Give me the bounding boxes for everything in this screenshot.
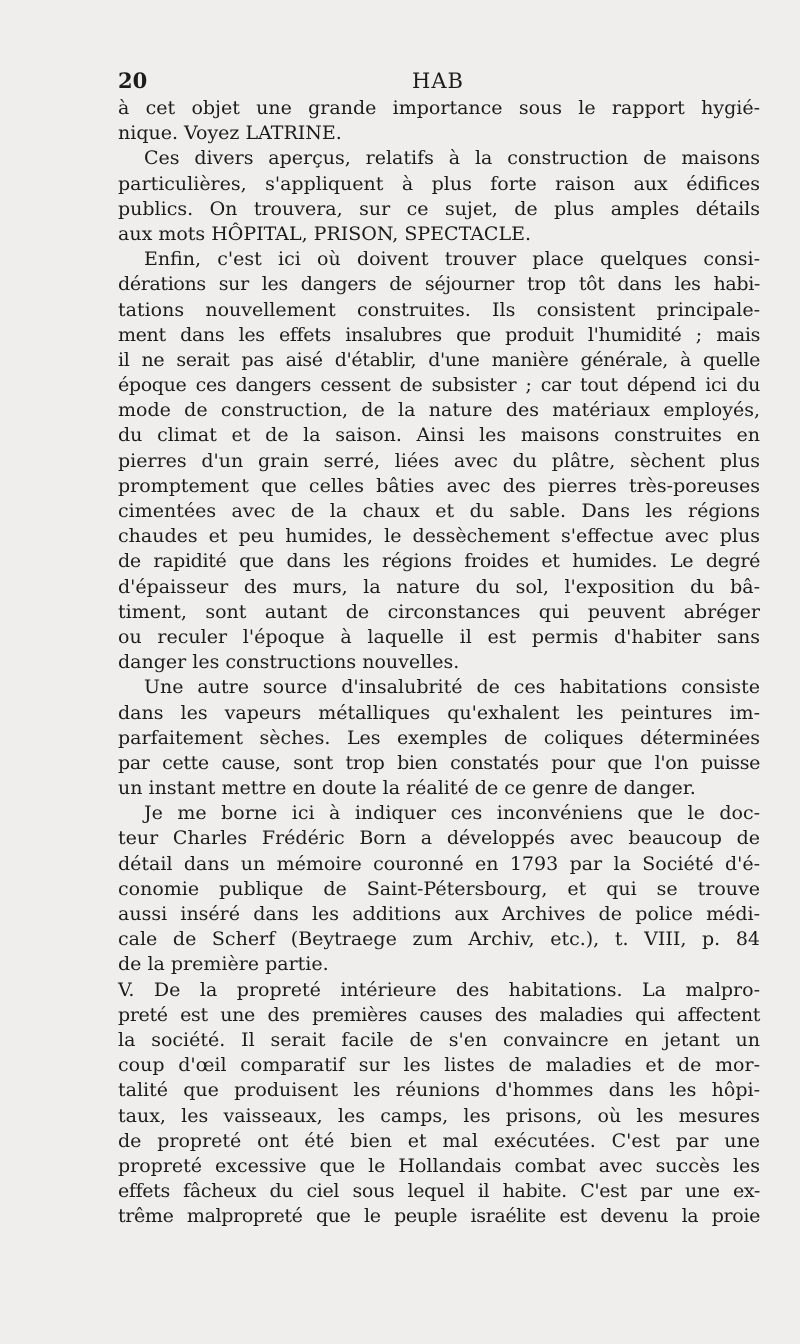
text-line: Une autre source d'insalubrité de ces habitations consiste bbox=[144, 676, 760, 699]
text-line: tations nouvellement construites. Ils consistent principale- bbox=[118, 298, 760, 321]
text-line: trême malpropreté que le peuple israélite est devenu la proie bbox=[118, 1205, 760, 1228]
text-line: mode de construction, de la nature des matériaux employés, bbox=[118, 399, 760, 422]
text-line: du climat et de la saison. Ainsi les maisons construites en bbox=[118, 424, 760, 447]
text-line: de rapidité que dans les régions froides et humides. Le degré bbox=[118, 550, 760, 573]
text-line: coup d'œil comparatif sur les listes de maladies et de mor- bbox=[118, 1054, 760, 1077]
text-line: un instant mettre en doute la réalité de ce genre de danger. bbox=[118, 777, 696, 800]
text-line: cimentées avec de la chaux et du sable. Dans les régions bbox=[118, 500, 760, 522]
text-line: par cette cause, sont trop bien constatés pour que l'on puisse bbox=[118, 751, 760, 774]
text-line: nique. Voyez LATRINE. bbox=[118, 122, 342, 145]
text-line: ment dans les effets insalubres que produit l'humidité ; mais bbox=[118, 323, 760, 346]
text-line: taux, les vaisseaux, les camps, les prisons, où les mesures bbox=[118, 1104, 760, 1127]
text-line: détail dans un mémoire couronné en 1793 par la Société d'é- bbox=[118, 852, 760, 875]
text-line: particulières, s'appliquent à plus forte raison aux édifices bbox=[118, 172, 760, 195]
text-line: ou reculer l'époque à laquelle il est permis d'habiter sans bbox=[118, 625, 760, 648]
text-line: à cet objet une grande importance sous le rapport hygié- bbox=[118, 97, 760, 119]
text-line: promptement que celles bâties avec des pierres très-poreuses bbox=[118, 474, 760, 497]
body-text bbox=[118, 96, 760, 1229]
text-line: aux mots HÔPITAL, PRISON, SPECTACLE. bbox=[118, 222, 531, 245]
text-line: cale de Scherf (Beytraege zum Archiv, etc.), t. VIII, p. 84 bbox=[118, 928, 760, 951]
text-line: talité que produisent les réunions d'hommes dans les hôpi- bbox=[118, 1079, 760, 1102]
text-line: conomie publique de Saint-Pétersbourg, et qui se trouve bbox=[118, 877, 760, 900]
text-line: la société. Il serait facile de s'en convaincre en jetant un bbox=[118, 1028, 760, 1051]
text-line: V. De la propreté intérieure des habitations. La malpro- bbox=[118, 978, 760, 1001]
text-line: effets fâcheux du ciel sous lequel il habite. C'est par une ex- bbox=[118, 1180, 760, 1203]
text-line: timent, sont autant de circonstances qui peuvent abréger bbox=[118, 600, 760, 623]
text-line: preté est une des premières causes des maladies qui affectent bbox=[118, 1003, 760, 1026]
text-line: dérations sur les dangers de séjourner trop tôt dans les habi- bbox=[118, 273, 760, 296]
text-line: d'épaisseur des murs, la nature du sol, l'exposition du bâ- bbox=[118, 575, 760, 598]
text-line: danger les constructions nouvelles. bbox=[118, 651, 460, 674]
text-line: il ne serait pas aisé d'établir, d'une manière générale, à quelle bbox=[118, 348, 760, 371]
text-line: chaudes et peu humides, le dessèchement s'effectue avec plus bbox=[118, 525, 760, 548]
text-line: Ces divers aperçus, relatifs à la construction de maisons bbox=[144, 147, 760, 170]
text-line: publics. On trouvera, sur ce sujet, de plus amples détails bbox=[118, 197, 760, 220]
text-line: propreté excessive que le Hollandais combat avec succès les bbox=[118, 1154, 760, 1177]
text-line: Enfin, c'est ici où doivent trouver place quelques consi- bbox=[144, 248, 760, 271]
page-header bbox=[118, 66, 760, 96]
text-line: Je me borne ici à indiquer ces inconvéniens que le doc- bbox=[144, 802, 760, 825]
text-line: aussi inséré dans les additions aux Archives de police médi- bbox=[118, 903, 760, 925]
running-head: HAB bbox=[412, 69, 464, 93]
text-line: teur Charles Frédéric Born a développés avec beaucoup de bbox=[118, 827, 760, 850]
text-line: dans les vapeurs métalliques qu'exhalent les peintures im- bbox=[118, 701, 760, 724]
text-line: parfaitement sèches. Les exemples de coliques déterminées bbox=[118, 726, 760, 749]
text-line: de la première partie. bbox=[118, 953, 329, 976]
page-number: 20 bbox=[118, 68, 148, 93]
text-line: de propreté ont été bien et mal exécutées. C'est par une bbox=[118, 1129, 760, 1152]
text-line: pierres d'un grain serré, liées avec du plâtre, sèchent plus bbox=[118, 449, 760, 472]
text-line: époque ces dangers cessent de subsister ; car tout dépend ici du bbox=[118, 374, 760, 397]
